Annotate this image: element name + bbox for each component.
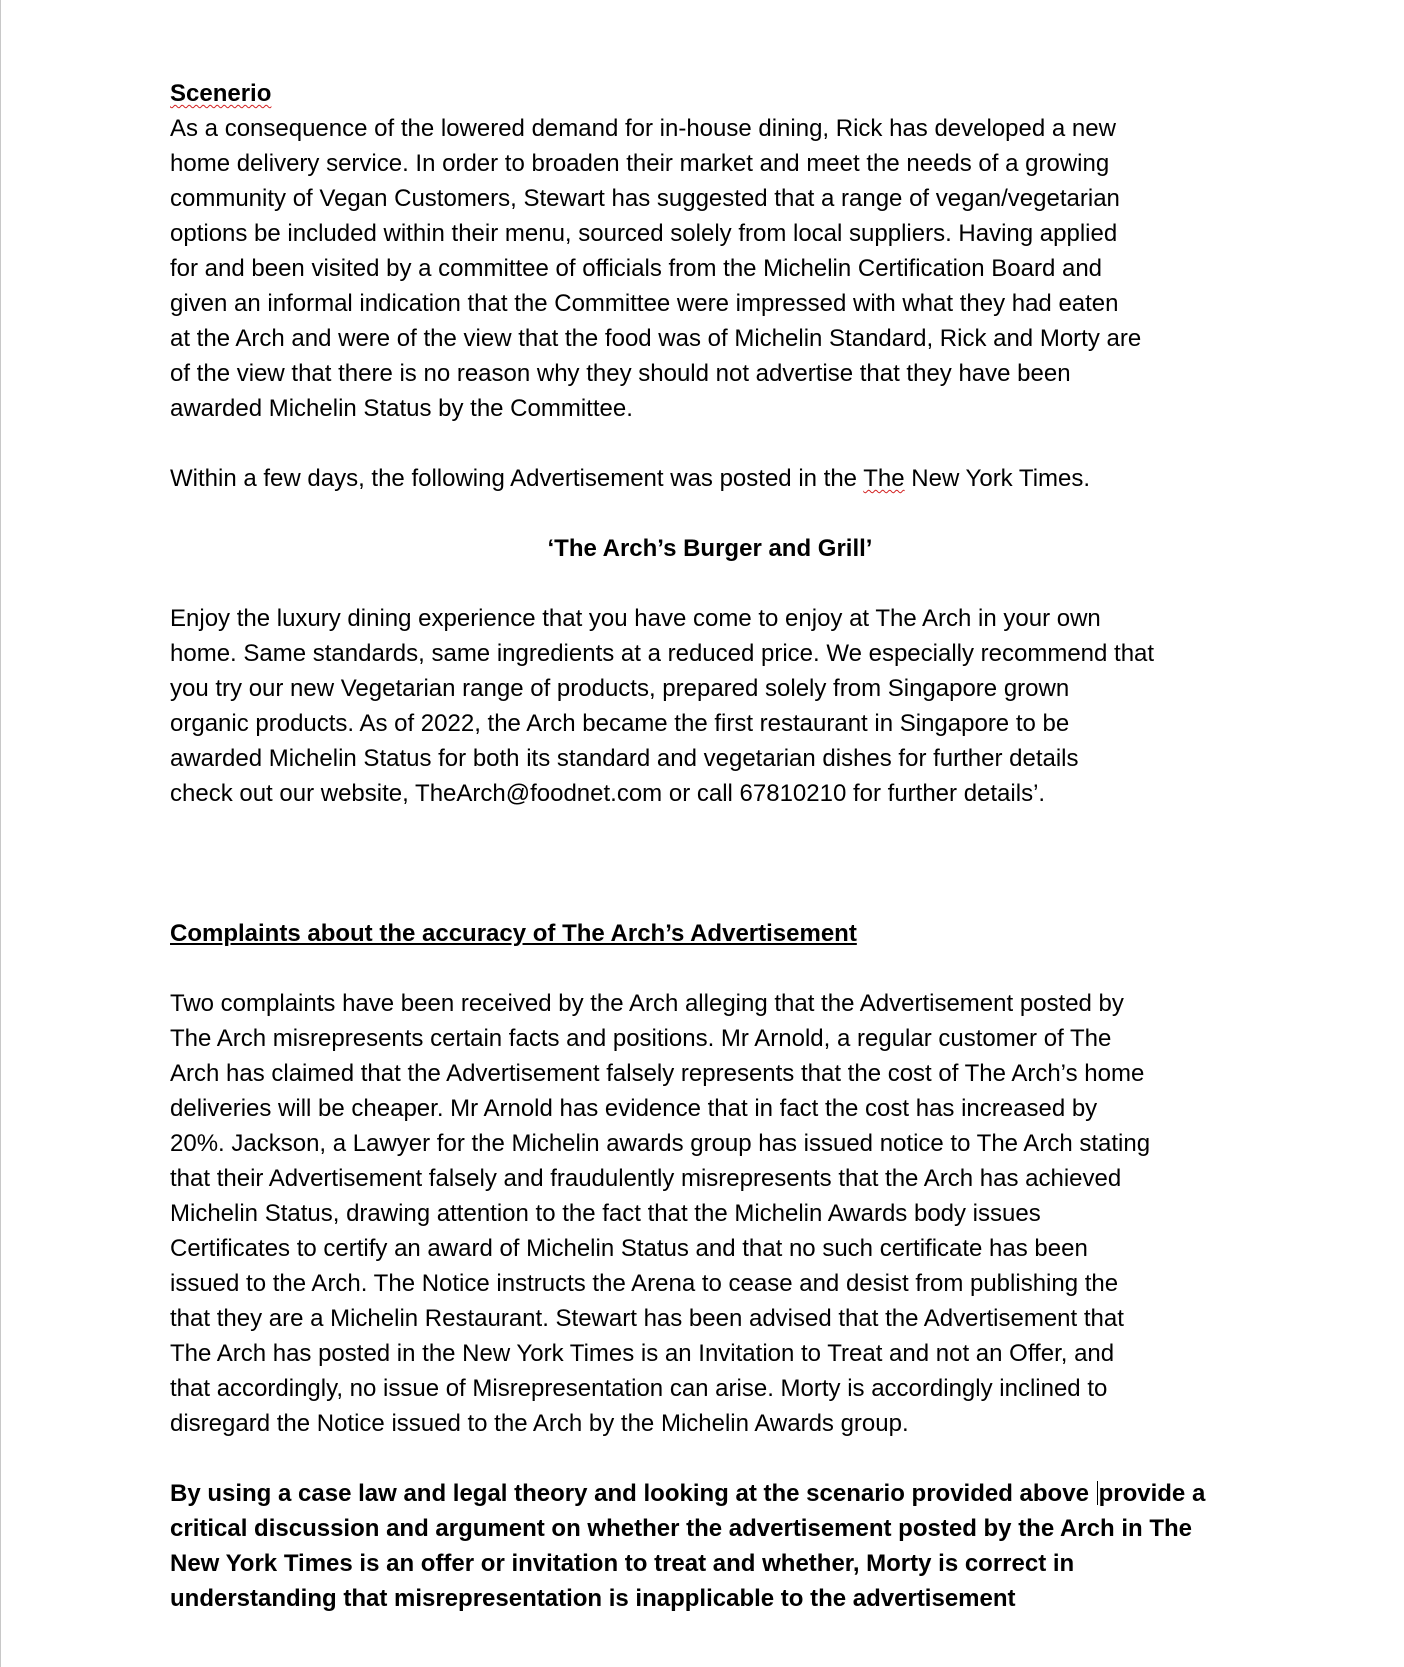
ad-line: you try our new Vegetarian range of products, prepared solely from Singapore grown (170, 675, 1070, 702)
complaints-heading-text: Complaints about the accuracy of The Arch’s Advertisement (170, 920, 857, 947)
page-left-edge (0, 0, 1, 1667)
scenario-line: for and been visited by a committee of officials from the Michelin Certification Board and (170, 255, 1103, 282)
complaints-line: 20%. Jackson, a Lawyer for the Michelin awards group has issued notice to The Arch stating (170, 1130, 1151, 1157)
ad-line: check out our website, TheArch@foodnet.com or call 67810210 for further details’. (170, 780, 1046, 807)
blank-line (170, 1441, 1260, 1476)
scenario-line: awarded Michelin Status by the Committee. (170, 395, 633, 422)
blank-line (170, 496, 1260, 531)
ad-line: home. Same standards, same ingredients at a reduced price. We especially recommend that (170, 640, 1155, 667)
scenario-line: As a consequence of the lowered demand for in-house dining, Rick has developed a new (170, 115, 1116, 142)
complaints-line: The Arch has posted in the New York Times is an Invitation to Treat and not an Offer, and (170, 1340, 1115, 1367)
complaints-line: that accordingly, no issue of Misrepresentation can arise. Morty is accordingly inclined to (170, 1375, 1108, 1402)
question-line (170, 1476, 1260, 1511)
blank-line (170, 846, 1260, 881)
blank-line (170, 811, 1260, 846)
scenario-line: given an informal indication that the Committee were impressed with what they had eaten (170, 290, 1119, 317)
blank-line (170, 426, 1260, 461)
within-flagged-word: The (863, 465, 905, 492)
question-line: critical discussion and argument on whether the advertisement posted by the Arch in The (170, 1515, 1192, 1542)
complaints-line: Michelin Status, drawing attention to the fact that the Michelin Awards body issues (170, 1200, 1041, 1227)
text-cursor (1097, 1481, 1098, 1505)
blank-line (170, 951, 1260, 986)
advertisement-paragraph (170, 601, 1260, 811)
question-line: understanding that misrepresentation is inapplicable to the advertisement (170, 1585, 1016, 1612)
scenario-heading (170, 76, 1260, 111)
question-paragraph (170, 1476, 1260, 1616)
scenario-line: home delivery service. In order to broaden their market and meet the needs of a growing (170, 150, 1110, 177)
complaints-line: disregard the Notice issued to the Arch by the Michelin Awards group. (170, 1410, 909, 1437)
ad-line: organic products. As of 2022, the Arch became the first restaurant in Singapore to be (170, 710, 1070, 737)
complaints-line: Arch has claimed that the Advertisement falsely represents that the cost of The Arch’s home (170, 1060, 1145, 1087)
complaints-line: Two complaints have been received by the Arch alleging that the Advertisement posted by (170, 990, 1124, 1017)
scenario-line: community of Vegan Customers, Stewart has suggested that a range of vegan/vegetarian (170, 185, 1120, 212)
blank-line (170, 881, 1260, 916)
document-body[interactable] (170, 76, 1260, 1616)
complaints-line: that they are a Michelin Restaurant. Stewart has been advised that the Advertisement that (170, 1305, 1124, 1332)
complaints-line: Certificates to certify an award of Michelin Status and that no such certificate has been (170, 1235, 1088, 1262)
complaints-line: issued to the Arch. The Notice instructs the Arena to cease and desist from publishing the (170, 1270, 1119, 1297)
ad-line: Enjoy the luxury dining experience that you have come to enjoy at The Arch in your own (170, 605, 1101, 632)
question-text-pre: By using a case law and legal theory and looking at the scenario provided above (170, 1480, 1096, 1507)
blank-line (170, 566, 1260, 601)
scenario-line: at the Arch and were of the view that the food was of Michelin Standard, Rick and Morty are (170, 325, 1142, 352)
scenario-line: of the view that there is no reason why they should not advertise that they have been (170, 360, 1071, 387)
scenario-paragraph (170, 111, 1260, 426)
advertisement-title: ‘The Arch’s Burger and Grill’ (547, 535, 873, 562)
question-text-post: provide a (1098, 1480, 1206, 1507)
within-text-pre: Within a few days, the following Advertisement was posted in the (170, 465, 864, 492)
within-text-post: New York Times. (904, 465, 1091, 492)
complaints-line: deliveries will be cheaper. Mr Arnold has evidence that in fact the cost has increased by (170, 1095, 1098, 1122)
scenario-line: options be included within their menu, sourced solely from local suppliers. Having applied (170, 220, 1118, 247)
within-sentence (170, 461, 1260, 496)
question-line: New York Times is an offer or invitation to treat and whether, Morty is correct in (170, 1550, 1075, 1577)
complaints-line: that their Advertisement falsely and fraudulently misrepresents that the Arch has achieved (170, 1165, 1122, 1192)
complaints-heading (170, 916, 1260, 951)
complaints-paragraph (170, 986, 1260, 1441)
ad-line: awarded Michelin Status for both its standard and vegetarian dishes for further details (170, 745, 1079, 772)
complaints-line: The Arch misrepresents certain facts and positions. Mr Arnold, a regular customer of The (170, 1025, 1112, 1052)
scenario-heading-text: Scenerio (170, 80, 272, 107)
